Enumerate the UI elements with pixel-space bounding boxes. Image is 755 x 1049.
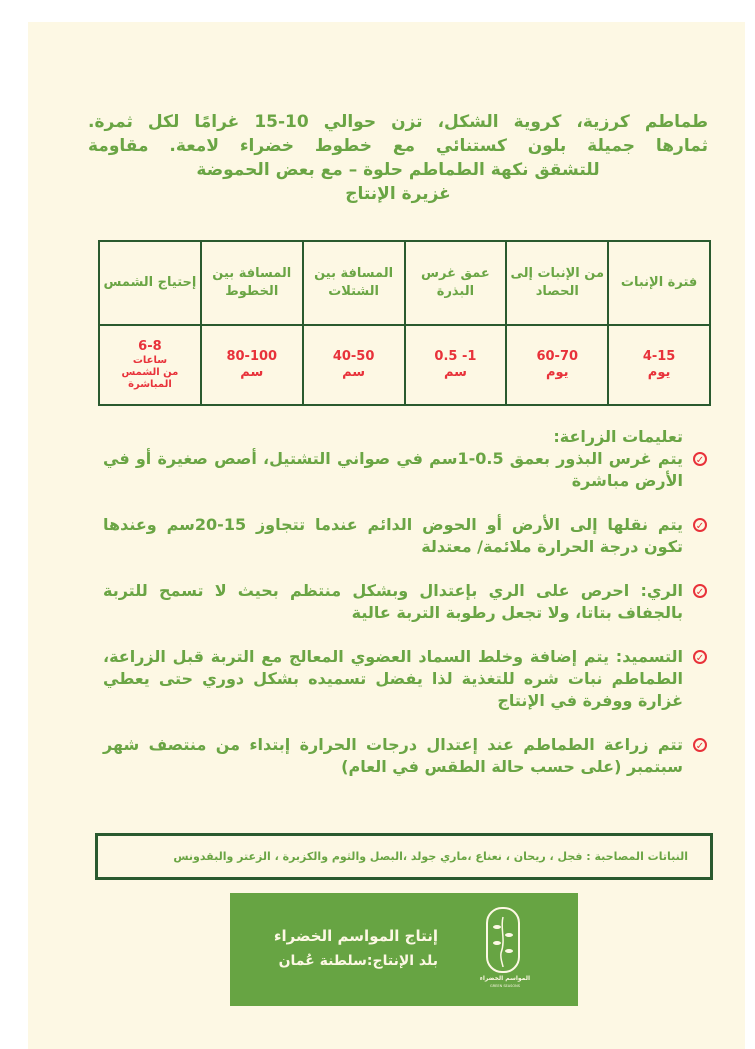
list-item [103,448,705,492]
value-cell [608,325,710,405]
header-harvest: من الإنبات إلى الحصاد [506,241,608,325]
value-unit: سم [240,365,264,380]
producer-banner [230,893,578,1006]
check-icon: ✓ [693,650,707,664]
value-cell [99,325,201,405]
description-line: طماطم كرزية، كروية الشكل، تزن حوالي 10-15 غرامًا لكل ثمرة. [88,112,708,132]
value-cell [506,325,608,405]
value-unit: سم [342,365,366,380]
product-description [88,110,708,206]
list-item [103,646,705,712]
check-icon: ✓ [693,452,707,466]
item-text: يتم غرس البذور بعمق 0.5-1سم في صواني التشتيل، أصص صغيرة أو في الأرض مباشرة [103,449,684,490]
value-unit: ساعات [132,355,168,366]
check-icon: ✓ [693,518,707,532]
value-note: من الشمس المباشرة [121,367,179,390]
leaf-emblem-icon [486,907,520,973]
document-page [28,22,745,1049]
value-unit: يوم [647,365,671,380]
value-unit: سم [443,365,467,380]
value-number: 60-70 [536,349,579,364]
table-row [99,325,710,405]
value-cell [303,325,405,405]
description-line: غزيرة الإنتاج [345,184,451,204]
growing-specs-table [98,240,711,406]
value-unit: يوم [545,365,569,380]
green-seasons-logo [480,907,530,987]
header-depth: عمق غرس البذرة [405,241,507,325]
planting-instructions [103,426,705,800]
check-icon: ✓ [693,738,707,752]
origin-country: بلد الإنتاج:سلطنة عُمان [278,953,438,969]
header-row-spacing: المسافة بين الخطوط [201,241,303,325]
value-number: 4-15 [642,349,676,364]
value-number: 6-8 [138,339,162,354]
list-item [103,514,705,558]
companion-plants-box: النباتات المصاحبة : فجل ، ريحان ، نعناع ،ماري جولد ،البصل والثوم والكزبرة ، الزعتر والبقدونس [95,833,713,880]
value-number: 80-100 [226,349,278,364]
value-cell [201,325,303,405]
value-number: 0.5 -1 [434,349,477,364]
table-header-row [99,241,710,325]
item-text: الري: احرص على الري بإعتدال وبشكل منتظم بحيث لا تسمح للتربة بالجفاف بتاتا، ولا تجعل رطوبة التربة عالية [103,581,683,622]
item-text: تتم زراعة الطماطم عند إعتدال درجات الحرارة إبتداء من منتصف شهر سبتمبر (على حسب حالة الطقس في العام) [103,735,683,776]
header-plant-spacing: المسافة بين الشتلات [303,241,405,325]
header-sun: إحتياج الشمس [99,241,201,325]
producer-name: إنتاج المواسم الخضراء [273,927,438,945]
item-text: التسميد: يتم إضافة وخلط السماد العضوي المعالج مع التربة قبل الزراعة، الطماطم نبات شره للتغذية لذا يفضل تسميده بشكل دوري حتى يعطي غزارة ووفرة في الإنتاج [103,647,683,710]
value-cell [405,325,507,405]
header-germination: فترة الإنبات [608,241,710,325]
description-line: للتشقق نكهة الطماطم حلوة – مع بعض الحموضة [196,160,600,180]
logo-text: المواسم الخضراء [479,975,530,982]
list-item [103,580,705,624]
logo-text-en: GREEN SEASONS [490,984,520,988]
list-item [103,734,705,778]
instructions-title: تعليمات الزراعة: [553,427,683,446]
description-line: ثمارها جميلة بلون كستنائي مع خطوط خضراء لامعة. مقاومة [88,136,708,156]
value-number: 40-50 [332,349,375,364]
item-text: يتم نقلها إلى الأرض أو الحوض الدائم عندما تتجاوز 15-20سم وعندها تكون درجة الحرارة ملائمة/ معتدلة [103,515,683,556]
check-icon: ✓ [693,584,707,598]
